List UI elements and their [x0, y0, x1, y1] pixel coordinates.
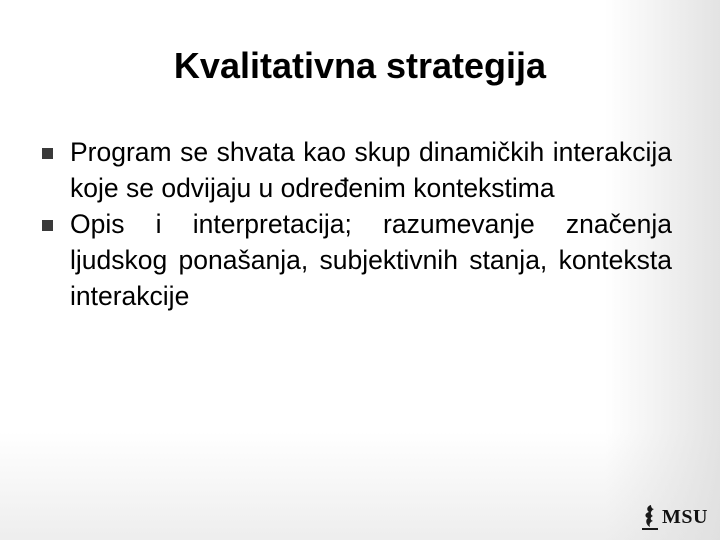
- bullet-text-1: Program se shvata kao skup dinamičkih interakcija koje se odvijaju u određenim kontekstima: [70, 137, 672, 203]
- bullet-text-2: Opis i interpretacija; razumevanje značenja ljudskog ponašanja, subjektivnih stanja, konteksta interakcije: [70, 209, 672, 311]
- logo-text: MSU: [662, 505, 708, 528]
- square-bullet-icon: [42, 220, 53, 231]
- bullet-item-2: [42, 206, 672, 314]
- bullet-item-1: [42, 134, 672, 206]
- msu-logo: [640, 500, 708, 534]
- square-bullet-icon: [42, 148, 53, 159]
- msu-logo-icon: [640, 503, 660, 531]
- bullet-list: [42, 134, 672, 314]
- slide-title: Kvalitativna strategija: [173, 45, 547, 86]
